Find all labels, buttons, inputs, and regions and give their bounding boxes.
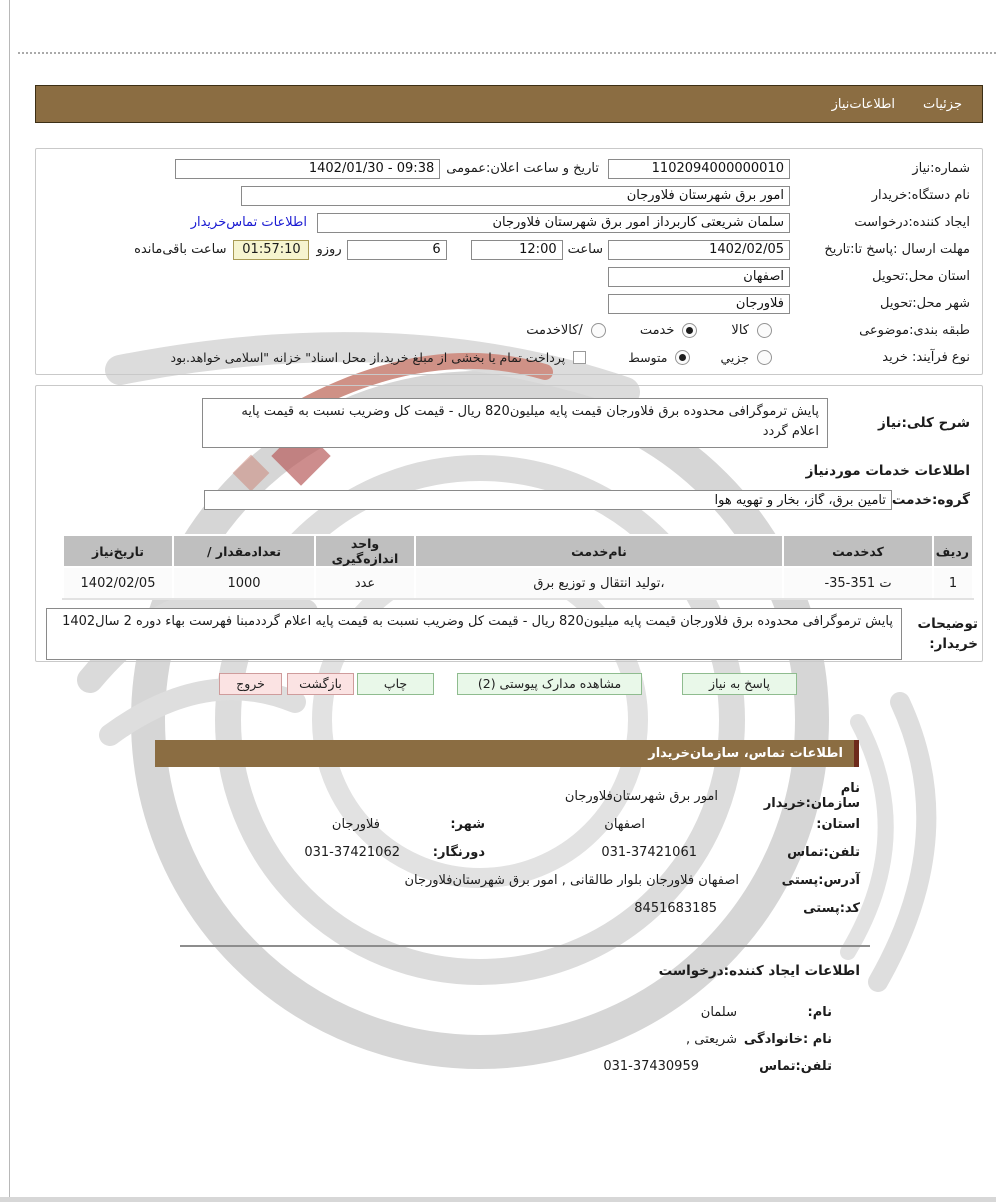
contact-fax-label: دورنگار: [432,844,485,860]
left-rule [9,0,10,1202]
service-group-input[interactable] [204,490,892,510]
row-buyer-notes [36,608,982,660]
province-input[interactable] [608,267,790,287]
remaining-label: ساعت باقی‌مانده [134,242,227,257]
row-org [36,182,982,209]
cell-quantity: 1000 [173,567,315,599]
org-name-label: نام سازمان:خریدار [763,781,860,811]
row-province-city [155,810,860,838]
top-tab-bar [35,85,983,123]
province-label: استان محل:تحویل [872,269,970,284]
radio-option-service [640,323,698,338]
services-heading: اطلاعات خدمات موردنیاز [805,463,970,479]
buyer-contact-header-bar [155,740,859,767]
contact-address-value: اصفهان فلاورجان بلوار طالقانی , امور برق شهرستان‌فلاورجان [404,872,739,888]
row-city [36,290,982,317]
radio-label-service: خدمت [639,323,675,338]
services-table-header-row [63,535,973,567]
radio-label-medium: متوسط [628,350,668,365]
row-org-name [155,782,860,810]
row-last-name [155,1026,860,1053]
exit-button[interactable]: خروج [219,673,282,695]
announce-datetime-input[interactable] [175,159,440,179]
treasury-checkbox-label: پرداخت تمام یا بخشی از مبلغ خرید،از محل اسناد" خزانه "اسلامی خواهد.بود [170,350,566,365]
deadline-date-input[interactable] [608,240,790,260]
creator-name-value: سلمان [700,1005,737,1020]
process-label: نوع فرآیند: خرید [882,350,970,365]
tab-details[interactable]: جزئیات [923,96,962,112]
city-label: شهر محل:تحویل [880,296,970,311]
creator-name-label: نام: [807,1005,832,1020]
row-process-type [36,344,982,371]
section-divider [180,945,870,947]
radio-label-goods-service: /کالاخدمت [526,323,583,338]
row-address [155,866,860,894]
deadline-time-input[interactable] [471,240,563,260]
buyer-notes-label [902,614,978,655]
view-attachments-button[interactable]: مشاهده مدارک پیوستی (2) [457,673,642,695]
category-label: طبقه بندی:موضوعی [859,323,970,338]
need-number-input[interactable] [608,159,790,179]
cell-service-name: ،تولید انتقال و توزیع برق [415,567,783,599]
cell-need-date: 1402/02/05 [63,567,173,599]
respond-to-need-button[interactable]: پاسخ به نیاز [682,673,797,695]
contact-province-label: استان: [816,816,860,832]
contact-city-value: فلاورجان [331,816,380,832]
radio-icon-goods-service[interactable] [591,323,606,338]
radio-option-minor [720,350,772,365]
back-button[interactable]: بازگشت [287,673,354,695]
creator-phone-value: 031-37430959 [603,1059,699,1074]
creator-phone-label: تلفن:تماس [759,1059,832,1074]
contact-city-label: شهر: [450,816,485,832]
tab-need-info[interactable]: اطلاعات‌نیاز [831,96,896,112]
org-input[interactable] [241,186,790,206]
contact-postal-value: 8451683185 [634,900,717,916]
service-group-label: گروه:خدمت [891,492,970,508]
col-quantity: تعدادمقدار / [173,535,315,567]
need-details-panel [35,385,983,662]
radio-option-goods [731,323,772,338]
deadline-label: مهلت ارسال :پاسخ تا:تاریخ [824,242,970,257]
print-button[interactable]: چاپ [357,673,434,695]
contact-fax-value: 031-37421062 [304,844,400,860]
radio-label-goods: کالا [731,323,749,338]
row-postal-code [155,894,860,922]
creator-section-title: اطلاعات ایجاد کننده:درخواست [658,963,860,979]
cell-service-code: -35-351 ت [783,567,933,599]
col-unit: واحد اندازه‌گیری [315,535,415,567]
radio-label-minor: جزيي [720,350,749,365]
contact-phone-label: تلفن:تماس [787,844,860,860]
dotted-separator [18,52,996,54]
col-row-number: ردیف [933,535,973,567]
buyer-contact-link[interactable]: اطلاعات تماس‌خریدار [190,215,307,230]
col-service-name: نام‌خدمت [415,535,783,567]
buyer-notes-label-line2: خریدار: [929,636,978,652]
contact-postal-label: کد:پستی [803,900,860,916]
row-category [36,317,982,344]
radio-icon-service[interactable] [682,323,697,338]
buyer-contact-section [155,782,860,922]
buyer-notes-textarea[interactable]: پایش ترموگرافی محدوده برق فلاورجان قیمت پایه میلیون820 ریال - قیمت کل وضریب نسبت به قیمت پایه اعلام گرددمبنا فهرست بهاء دوره 2 سال1402 [46,608,902,660]
radio-icon-minor[interactable] [757,350,772,365]
radio-option-medium [628,350,690,365]
row-phone-fax [155,838,860,866]
table-row [63,567,973,599]
radio-icon-goods[interactable] [757,323,772,338]
need-number-label: شماره:نیاز [912,161,970,176]
services-table [62,534,974,600]
hour-label: ساعت [567,242,603,257]
cell-unit: عدد [315,567,415,599]
header-bar-edge [854,740,859,767]
buyer-contact-header-title: اطلاعات تماس، سازمان‌خریدار [648,746,843,761]
col-need-date: تاریخ‌نیاز [63,535,173,567]
row-province [36,263,982,290]
creator-lastname-label: نام :خانوادگی [743,1032,832,1047]
need-summary-panel [35,148,983,375]
contact-phone-value: 031-37421061 [601,844,697,860]
city-input[interactable] [608,294,790,314]
creator-input[interactable] [317,213,790,233]
announce-label: تاریخ و ساعت اعلان:عمومی [446,161,599,176]
row-creator [36,209,982,236]
days-label: روزو [316,242,342,257]
contact-address-label: آدرس:پستی [781,872,860,888]
buyer-notes-label-line1: توضیحات [917,615,978,632]
creator-lastname-value: شریعتی , [686,1032,737,1047]
row-service-group [36,490,982,510]
row-need-number [36,155,982,182]
days-remaining-input[interactable] [347,240,447,260]
creator-label: ایجاد کننده:درخواست [854,215,970,230]
cell-row-number: 1 [933,567,973,599]
contact-province-value: اصفهان [604,816,645,832]
request-creator-section [155,963,860,1080]
col-service-code: کدخدمت [783,535,933,567]
row-deadline [36,236,982,263]
remaining-time-chip: 01:57:10 [233,240,309,260]
treasury-checkbox[interactable] [573,351,586,364]
need-description-label: شرح کلی:نیاز [878,415,970,431]
bottom-strip [0,1197,996,1202]
org-label: نام دستگاه:خریدار [871,188,970,203]
action-buttons [219,672,797,695]
row-need-description [36,386,982,448]
row-first-name [155,999,860,1026]
radio-icon-medium[interactable] [675,350,690,365]
org-name-value: امور برق شهرستان‌فلاورجان [564,788,718,804]
radio-option-goods-service [526,323,606,338]
need-description-textarea[interactable]: پایش ترموگرافی محدوده برق فلاورجان قیمت پایه میلیون820 ریال - قیمت کل وضریب نسبت به قیمت پایه اعلام گردد [202,398,828,448]
row-creator-phone [155,1053,860,1080]
